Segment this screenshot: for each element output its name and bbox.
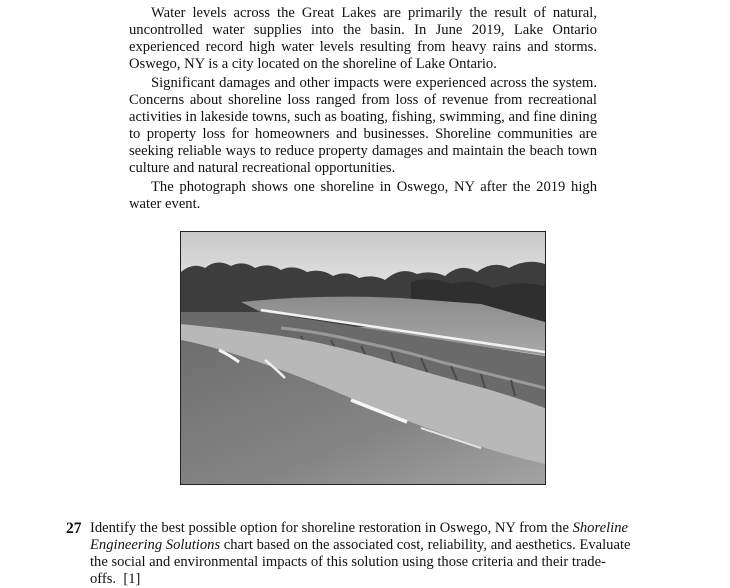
passage-paragraph-3: The photograph shows one shoreline in Oswego, NY after the 2019 high water event. [129, 179, 597, 212]
passage-paragraph-2: Significant damages and other impacts were experienced across the system. Concerns about shoreline loss ranged from loss of revenue from recreational activities in lakeside towns, such as boating, fishing, swimming, and fine dining to property loss for homeowners and businesses. Shoreline communities are seeking reliable ways to reduce property damages and maintain the beach town culture and natural recreational opportunities. [129, 75, 597, 176]
question-text [90, 520, 638, 588]
question-number: 27 [66, 520, 82, 537]
eroded-shoreline-image [181, 232, 545, 484]
shoreline-photograph [180, 231, 546, 485]
reading-passage [129, 5, 597, 215]
passage-paragraph-1: Water levels across the Great Lakes are primarily the result of natural, uncontrolled water supplies into the basin. In June 2019, Lake Ontario experienced record high water levels resulting from heavy rains and storms. Oswego, NY is a city located on the shoreline of Lake Ontario. [129, 5, 597, 72]
question-text-before: Identify the best possible option for shoreline restoration in Oswego, NY from the [90, 520, 573, 536]
credit-value: [1] [123, 571, 141, 587]
chart-name: Shoreline Engineering Solutions [90, 520, 628, 553]
question-text-after: chart based on the associated cost, reliability, and aesthetics. Evaluate the social and environmental impacts of this solution using those criteria and their trade-offs. [90, 537, 631, 587]
